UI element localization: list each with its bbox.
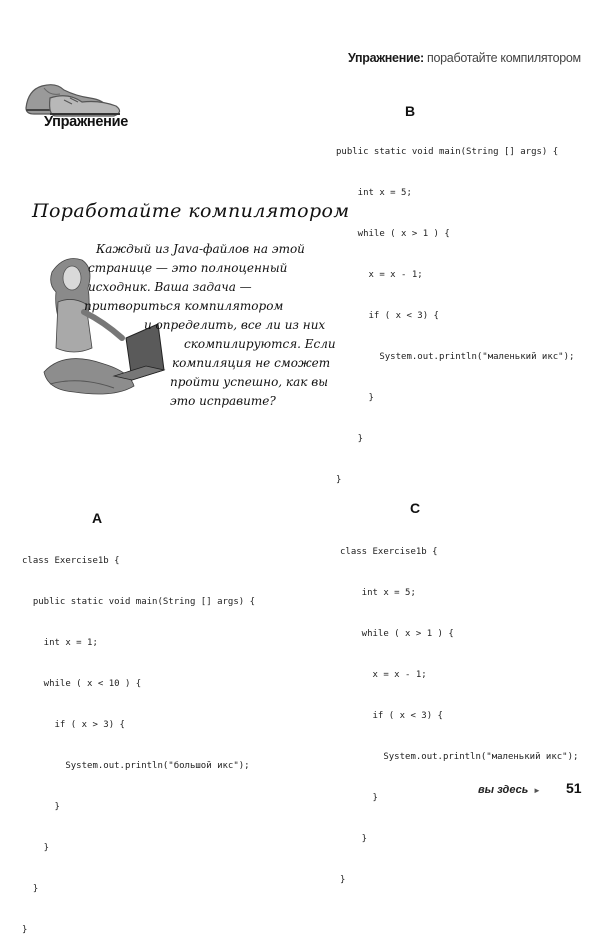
section-c-label: C xyxy=(410,500,421,516)
intro-line: скомпилируются. Если xyxy=(184,337,336,351)
code-line: } xyxy=(22,925,28,935)
code-line: System.out.println("маленький икс"); xyxy=(340,752,579,762)
code-line: if ( x < 3) { xyxy=(336,311,439,321)
intro-line: исходник. Ваша задача — xyxy=(88,280,252,294)
intro-line: компиляция не сможет xyxy=(172,356,331,370)
sneakers-icon xyxy=(20,70,140,120)
code-line: } xyxy=(340,875,346,885)
code-line: int x = 5; xyxy=(340,588,416,598)
intro-line: странице — это полноценный xyxy=(88,261,288,275)
code-line: int x = 1; xyxy=(22,638,98,648)
code-line: int x = 5; xyxy=(336,188,412,198)
intro-line: Каждый из Java-файлов на этой xyxy=(96,242,305,256)
code-block-b xyxy=(336,122,574,501)
badge-label: Упражнение xyxy=(44,114,128,130)
code-line: while ( x < 10 ) { xyxy=(22,679,142,689)
code-line: } xyxy=(22,843,50,853)
code-block-c xyxy=(340,522,578,901)
code-line: public static void main(String [] args) { xyxy=(336,147,559,157)
code-line: while ( x > 1 ) { xyxy=(336,229,450,239)
code-line: while ( x > 1 ) { xyxy=(340,629,454,639)
section-b-label: B xyxy=(405,103,416,119)
intro-line: и определить, все ли из них xyxy=(144,318,326,332)
header-bold: Упражнение: xyxy=(348,51,424,65)
intro-line: это исправите? xyxy=(170,394,276,408)
section-a-label: A xyxy=(92,510,103,526)
code-line: } xyxy=(22,884,39,894)
code-line: } xyxy=(336,475,342,485)
code-line: } xyxy=(340,793,378,803)
code-line: public static void main(String [] args) { xyxy=(22,597,255,607)
code-line: } xyxy=(336,434,364,444)
code-line: if ( x < 3) { xyxy=(340,711,443,721)
exercise-badge xyxy=(20,70,140,140)
code-line: System.out.println("маленький икс"); xyxy=(336,352,575,362)
arrow-right-icon: ► xyxy=(533,786,541,795)
code-line: } xyxy=(340,834,368,844)
code-line: } xyxy=(336,393,374,403)
code-line: } xyxy=(22,802,60,812)
page-number: 51 xyxy=(566,780,582,796)
intro-line: пройти успешно, как вы xyxy=(170,375,328,389)
page-header xyxy=(348,51,581,65)
code-line: class Exercise1b { xyxy=(340,547,438,557)
header-regular: поработайте компилятором xyxy=(423,51,581,65)
code-line: x = x - 1; xyxy=(340,670,427,680)
code-line: if ( x > 3) { xyxy=(22,720,125,730)
code-block-a xyxy=(22,531,255,951)
exercise-title: Поработайте компилятором xyxy=(32,200,350,222)
code-line: System.out.println("большой икс"); xyxy=(22,761,250,771)
code-line: class Exercise1b { xyxy=(22,556,120,566)
footer-you-are-here: вы здесь xyxy=(478,784,529,796)
intro-line: притвориться компилятором xyxy=(84,299,284,313)
intro-text xyxy=(84,240,336,411)
code-line: x = x - 1; xyxy=(336,270,423,280)
